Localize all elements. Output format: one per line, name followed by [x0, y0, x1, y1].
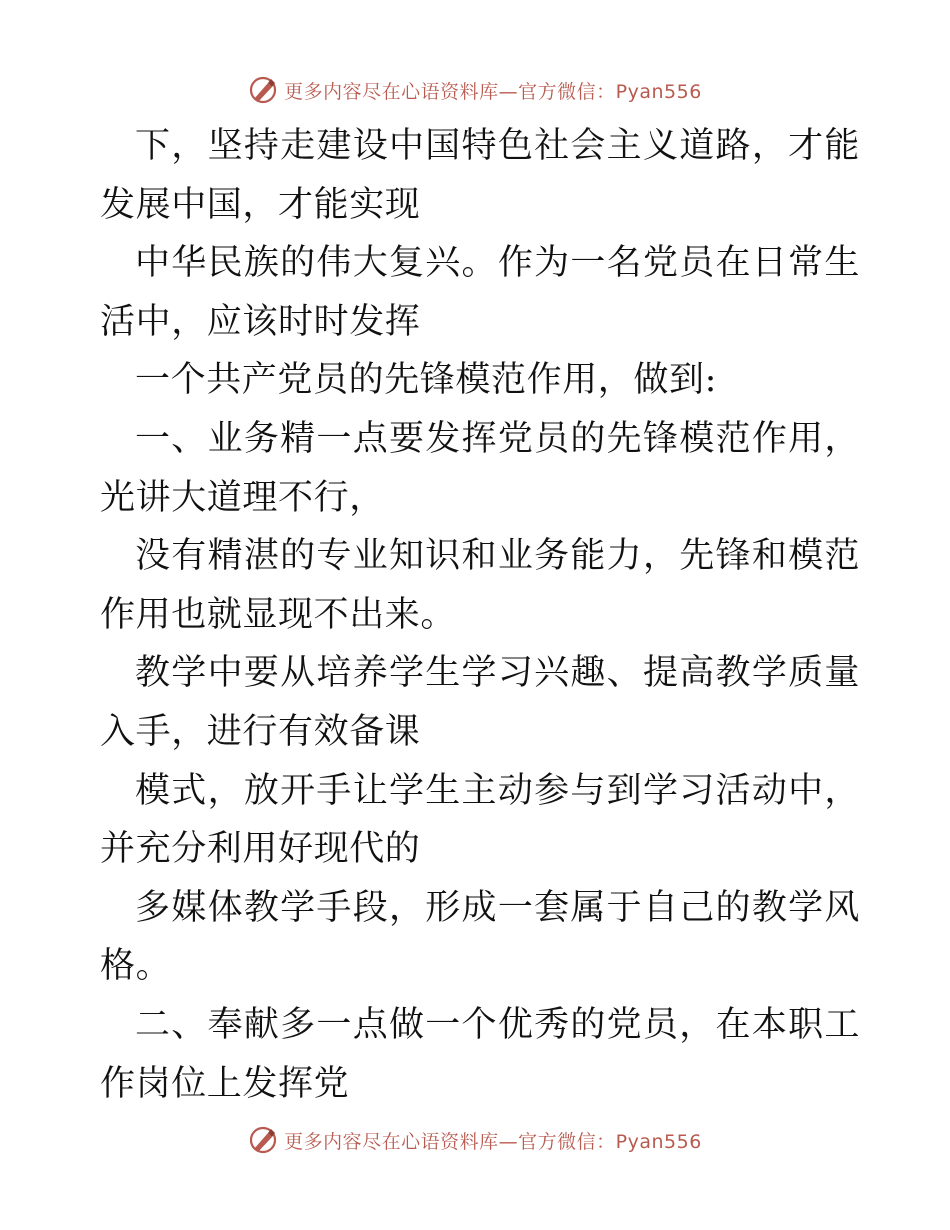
paragraph: 中华民族的伟大复兴。作为一名党员在日常生活中，应该时时发挥 [100, 243, 860, 342]
paragraph: 模式，放开手让学生主动参与到学习活动中，并充分利用好现代的 [100, 770, 860, 870]
paragraph: 多媒体教学手段，形成一套属于自己的教学风格。 [100, 887, 860, 987]
footer-watermark [0, 1120, 950, 1160]
paragraph: 教学中要从培养学生学习兴趣、提高教学质量入手，进行有效备课 [100, 653, 860, 752]
paragraph: 没有精湛的专业知识和业务能力，先锋和模范作用也就显现不出来。 [100, 536, 860, 635]
paragraph: 下，坚持走建设中国特色社会主义道路，才能发展中国，才能实现 [100, 126, 860, 225]
header-watermark [0, 70, 950, 110]
document-body [100, 117, 860, 1113]
pen-circle-icon [248, 75, 278, 105]
paragraph: 二、奉献多一点做一个优秀的党员，在本职工作岗位上发挥党 [100, 1004, 860, 1104]
pen-circle-icon [248, 1125, 278, 1155]
watermark-text: 更多内容尽在心语资料库—官方微信：Pyan556 [284, 80, 702, 103]
watermark-text: 更多内容尽在心语资料库—官方微信：Pyan556 [284, 1130, 702, 1153]
paragraph: 一、业务精一点要发挥党员的先锋模范作用，光讲大道理不行， [100, 418, 860, 518]
paragraph: 一个共产党员的先锋模范作用，做到: [135, 360, 717, 401]
